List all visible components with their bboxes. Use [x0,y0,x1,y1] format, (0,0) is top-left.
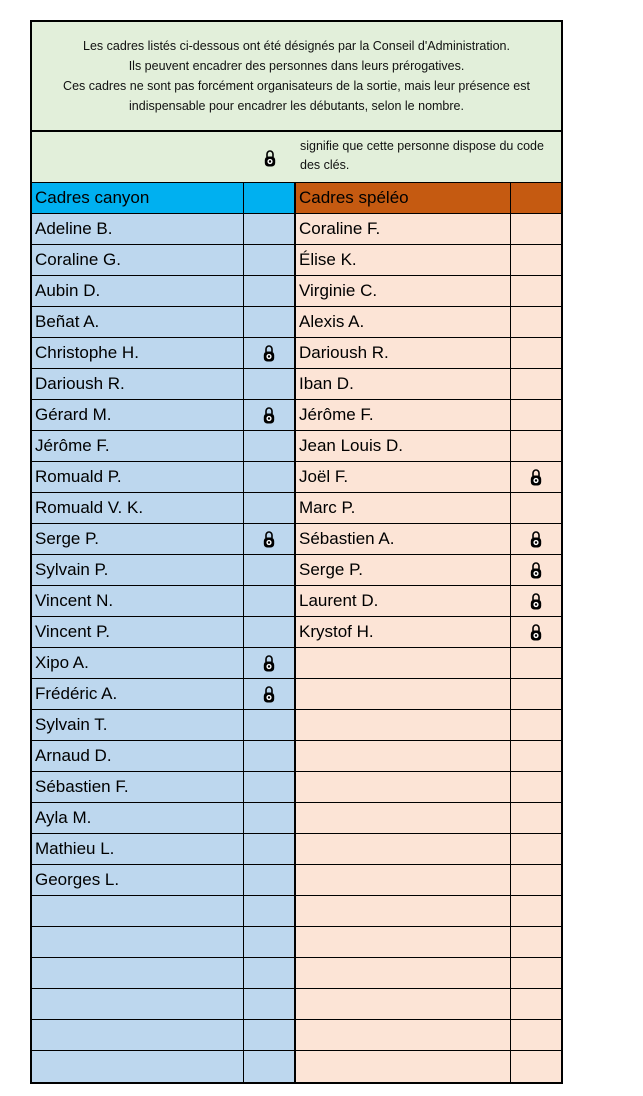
key-cell [511,989,561,1019]
table-row [296,1051,561,1082]
key-cell [244,989,294,1019]
key-cell [244,586,294,616]
cadre-name: Jérôme F. [32,431,244,461]
cadre-name [296,679,511,709]
padlock-icon [263,654,275,672]
cadre-name: Sébastien F. [32,772,244,802]
cadre-name: Frédéric A. [32,679,244,709]
key-cell [244,896,294,926]
key-cell [244,834,294,864]
padlock-icon [530,468,542,486]
cadre-name [296,741,511,771]
intro-line: indispensable pour encadrer les débutants, selon le nombre. [129,99,464,113]
key-cell [244,865,294,895]
cadre-name [296,834,511,864]
key-cell [511,276,561,306]
key-cell [244,276,294,306]
cadre-name: Élise K. [296,245,511,275]
key-cell [511,958,561,988]
key-cell [511,896,561,926]
key-cell [511,462,561,492]
cadre-name: Vincent N. [32,586,244,616]
table-row [32,896,294,927]
key-cell [244,803,294,833]
table-row [32,1051,294,1082]
table-row [32,679,294,710]
key-cell [511,865,561,895]
cadre-name [32,989,244,1019]
key-cell [511,741,561,771]
cadre-name: Laurent D. [296,586,511,616]
canyon-header [32,183,294,214]
key-cell [511,338,561,368]
cadre-name: Jérôme F. [296,400,511,430]
cadre-name [296,803,511,833]
cadre-name: Alexis A. [296,307,511,337]
table-row [32,400,294,431]
key-cell [244,400,294,430]
table-row [296,803,561,834]
cadre-name [296,896,511,926]
cadre-name: Sylvain P. [32,555,244,585]
intro-line: Les cadres listés ci-dessous ont été désignés par la Conseil d'Administration. [83,39,510,53]
key-cell [244,1051,294,1082]
cadre-name: Xipo A. [32,648,244,678]
key-cell [511,524,561,554]
table-row [296,617,561,648]
cadre-name: Sébastien A. [296,524,511,554]
cadre-name: Gérard M. [32,400,244,430]
cadre-name [296,772,511,802]
cadre-name: Sylvain T. [32,710,244,740]
key-cell [244,958,294,988]
key-cell [244,617,294,647]
table-row [296,586,561,617]
table-row [32,989,294,1020]
padlock-icon [530,592,542,610]
key-cell [244,1020,294,1050]
key-cell [511,1051,561,1082]
padlock-icon [263,530,275,548]
table-row [296,679,561,710]
key-cell [511,927,561,957]
table-row [296,710,561,741]
table-row [32,586,294,617]
table-row [32,772,294,803]
padlock-icon [263,406,275,424]
key-cell [511,586,561,616]
table-row [296,369,561,400]
table-row [296,245,561,276]
cadre-name [296,927,511,957]
cadre-name: Vincent P. [32,617,244,647]
cadre-name: Beñat A. [32,307,244,337]
table-row [296,307,561,338]
speleo-title: Cadres spéléo [296,183,511,213]
key-cell [511,431,561,461]
table-row [296,958,561,989]
table-row [296,648,561,679]
table-row [296,431,561,462]
cadre-name [32,896,244,926]
key-cell [511,555,561,585]
key-cell [244,772,294,802]
key-cell [244,369,294,399]
table-row [296,462,561,493]
table-row [32,741,294,772]
cadres-table [32,183,561,1082]
padlock-icon [530,530,542,548]
table-row [32,834,294,865]
key-cell [511,214,561,244]
intro-line: Ils peuvent encadrer des personnes dans leurs prérogatives. [128,59,465,73]
cadre-name [296,1051,511,1082]
table-row [32,803,294,834]
key-cell [511,1020,561,1050]
key-cell [244,927,294,957]
table-row [32,214,294,245]
table-row [296,896,561,927]
table-row [32,710,294,741]
key-cell [511,307,561,337]
intro-line: Ces cadres ne sont pas forcément organisateurs de la sortie, mais leur présence est [63,79,530,93]
table-row [296,338,561,369]
key-cell [511,369,561,399]
cadre-name: Mathieu L. [32,834,244,864]
key-cell [244,524,294,554]
cadre-name: Ayla M. [32,803,244,833]
cadre-name: Aubin D. [32,276,244,306]
table-row [32,338,294,369]
table-row [32,865,294,896]
padlock-icon [263,344,275,362]
legend [32,132,561,183]
cadre-name: Darioush R. [32,369,244,399]
padlock-icon [530,561,542,579]
table-row [32,431,294,462]
key-header-cell [511,183,561,213]
table-row [32,307,294,338]
cadre-name: Serge P. [296,555,511,585]
cadre-name: Romuald P. [32,462,244,492]
cadre-name: Marc P. [296,493,511,523]
cadre-name: Adeline B. [32,214,244,244]
cadre-name [32,927,244,957]
table-row [296,927,561,958]
cadre-name [296,989,511,1019]
table-row [296,834,561,865]
cadre-name: Iban D. [296,369,511,399]
intro-notice [32,22,561,132]
canyon-column [32,183,296,1082]
key-cell [511,245,561,275]
key-cell [511,617,561,647]
key-cell [511,710,561,740]
table-row [296,1020,561,1051]
cadre-name: Christophe H. [32,338,244,368]
key-cell [244,338,294,368]
key-cell [511,400,561,430]
padlock-icon [263,685,275,703]
key-cell [511,834,561,864]
key-cell [244,493,294,523]
table-row [32,369,294,400]
table-row [32,245,294,276]
key-cell [244,679,294,709]
cadre-name: Coraline G. [32,245,244,275]
key-cell [511,772,561,802]
cadre-name [32,1020,244,1050]
cadre-name: Jean Louis D. [296,431,511,461]
table-row [32,1020,294,1051]
table-row [32,276,294,307]
table-row [296,989,561,1020]
key-cell [511,493,561,523]
speleo-header [296,183,561,214]
cadre-name [296,1020,511,1050]
table-row [32,493,294,524]
cadre-name [296,865,511,895]
table-row [296,772,561,803]
table-row [296,493,561,524]
cadres-sheet [30,20,563,1084]
cadre-name [32,1051,244,1082]
canyon-title: Cadres canyon [32,183,244,213]
cadre-name [296,710,511,740]
table-row [296,276,561,307]
table-row [32,958,294,989]
table-row [32,555,294,586]
cadre-name: Serge P. [32,524,244,554]
cadre-name: Krystof H. [296,617,511,647]
key-cell [244,710,294,740]
key-cell [511,679,561,709]
cadre-name [296,648,511,678]
table-row [32,927,294,958]
key-cell [511,648,561,678]
padlock-icon [264,149,276,167]
speleo-column [296,183,561,1082]
cadre-name: Arnaud D. [32,741,244,771]
key-cell [244,245,294,275]
key-header-cell [244,183,294,213]
key-cell [244,214,294,244]
table-row [32,617,294,648]
cadre-name: Georges L. [32,865,244,895]
cadre-name: Coraline F. [296,214,511,244]
cadre-name: Romuald V. K. [32,493,244,523]
table-row [296,400,561,431]
key-cell [244,555,294,585]
table-row [296,741,561,772]
table-row [32,524,294,555]
key-cell [244,648,294,678]
key-cell [244,462,294,492]
legend-text: signifie que cette personne dispose du code des clés. [300,139,544,172]
key-cell [244,431,294,461]
cadre-name [32,958,244,988]
table-row [32,462,294,493]
key-cell [511,803,561,833]
table-row [296,555,561,586]
cadre-name [296,958,511,988]
key-cell [244,741,294,771]
cadre-name: Joël F. [296,462,511,492]
table-row [296,865,561,896]
cadre-name: Virginie C. [296,276,511,306]
table-row [296,524,561,555]
padlock-icon [530,623,542,641]
table-row [296,214,561,245]
table-row [32,648,294,679]
key-cell [244,307,294,337]
cadre-name: Darioush R. [296,338,511,368]
